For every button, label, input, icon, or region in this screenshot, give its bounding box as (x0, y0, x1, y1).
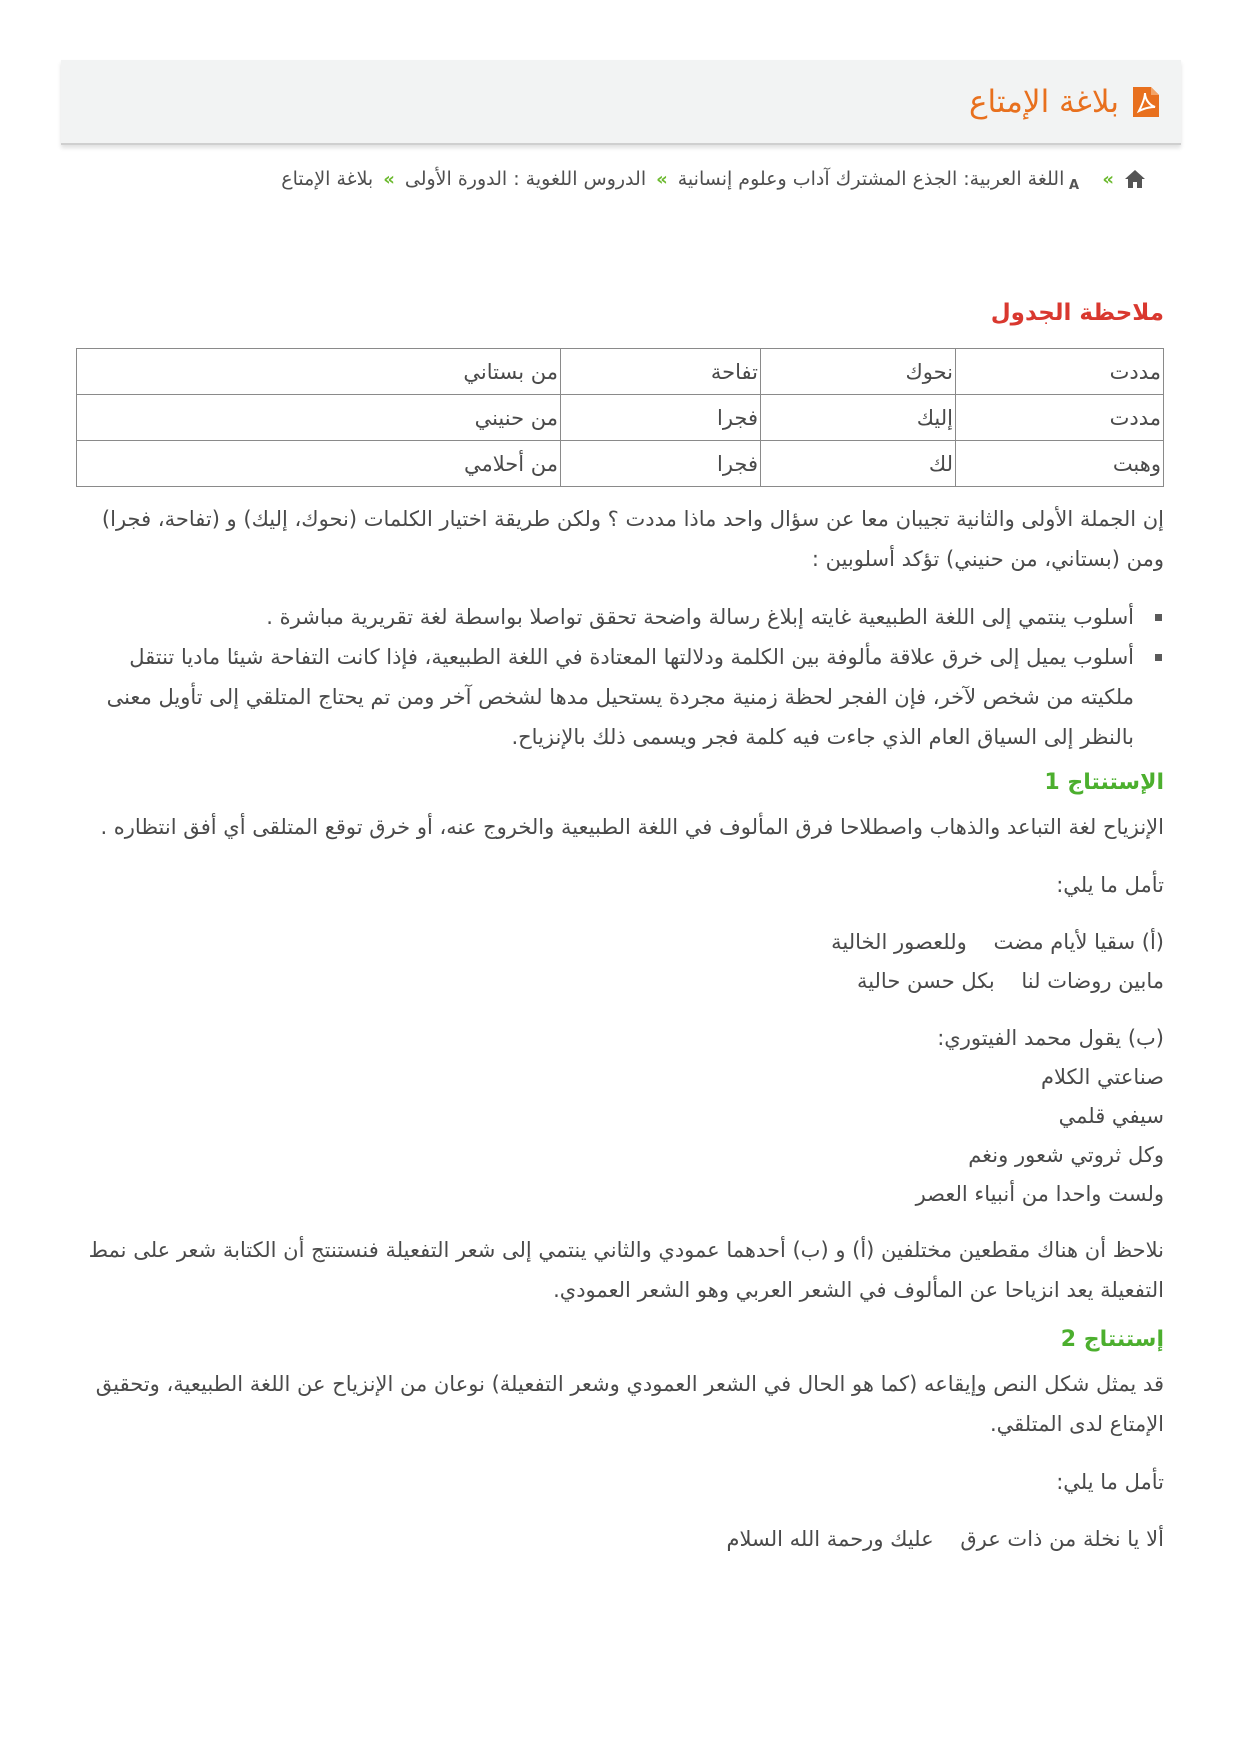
table-cell: وهبت (956, 441, 1164, 487)
table-cell: فجرا (561, 395, 761, 441)
table-cell: من حنيني (77, 395, 561, 441)
poem-line: صناعتي الكلام (1041, 1065, 1164, 1089)
lesson-content (76, 300, 1164, 1559)
breadcrumb-current: بلاغة الإمتاع (281, 168, 374, 190)
observation-table (76, 348, 1164, 487)
table-row (77, 395, 1164, 441)
style-list (76, 597, 1164, 757)
table-cell: من بستاني (77, 349, 561, 395)
table-row (77, 349, 1164, 395)
poem-line: (أ) سقيا لأيام مضت وللعصور الخالية (831, 930, 1164, 954)
svg-text:A: A (1069, 178, 1080, 190)
consider-label: تأمل ما يلي: (1056, 873, 1164, 897)
table-cell: مددت (956, 349, 1164, 395)
intro-paragraph: إن الجملة الأولى والثانية تجيبان معا عن سؤال واحد ماذا مددت ؟ ولكن طريقة اختيار الكلمات (نحوك، إليك) و (تفاحة، فجرا) ومن (بستاني، من حنيني) تؤكد أسلوبين : (101, 507, 1164, 571)
consider-label: تأمل ما يلي: (1056, 1470, 1164, 1494)
table-cell: مددت (956, 395, 1164, 441)
table-cell: إليك (761, 395, 956, 441)
translate-icon (1068, 168, 1092, 190)
list-item: أسلوب ينتمي إلى اللغة الطبيعية غايته إبلاغ رسالة واضحة تحقق تواصلا بواسطة لغة تقريرية مباشرة . (76, 597, 1134, 637)
page-header (61, 60, 1181, 145)
breadcrumb (281, 168, 1146, 190)
pdf-icon (1131, 85, 1161, 119)
section-heading-conclusion-1: الإستنتاج 1 (1044, 770, 1164, 795)
table-cell: فجرا (561, 441, 761, 487)
poem-line: ولست واحدا من أنبياء العصر (915, 1182, 1164, 1206)
conclusion-2-text: قد يمثل شكل النص وإيقاعه (كما هو الحال في الشعر العمودي وشعر التفعيلة) نوعان من الإنزياح عن اللغة الطبيعية، وتحقيق الإمتاع لدى المتلقي. (95, 1372, 1164, 1436)
section-heading-table: ملاحظة الجدول (990, 300, 1164, 326)
breadcrumb-separator: » (656, 168, 668, 190)
poem-line: وكل ثروتي شعور ونغم (968, 1143, 1164, 1167)
poem-line: سيفي قلمي (1058, 1104, 1164, 1128)
poem-line: مابين روضات لنا بكل حسن حالية (856, 969, 1164, 993)
section-heading-conclusion-2: إستنتاج 2 (1060, 1327, 1164, 1352)
breadcrumb-link-subject[interactable]: اللغة العربية: الجذع المشترك آداب وعلوم إنسانية (677, 168, 1065, 190)
table-cell: نحوك (761, 349, 956, 395)
conclusion-1-text: الإنزياح لغة التباعد والذهاب واصطلاحا فرق المألوف في اللغة الطبيعية والخروج عنه، أو خرق توقع المتلقى أي أفق انتظاره . (100, 815, 1164, 839)
home-icon[interactable] (1124, 169, 1146, 189)
table-cell: لك (761, 441, 956, 487)
list-item: أسلوب يميل إلى خرق علاقة مألوفة بين الكلمة ودلالتها المعتادة في اللغة الطبيعية، فإذا كانت التفاحة شيئا ماديا تنتقل ملكيته من شخص لآخر، فإن الفجر لحظة زمنية مجردة يستحيل مدها لشخص آخر ومن تم يحتاج المتلقي إلى تأويل معنى بالنظر إلى السياق العام الذي جاءت فيه كلمة فجر ويسمى ذلك بالإنزياح. (76, 637, 1134, 757)
poem-b (76, 1019, 1164, 1214)
final-verse: ألا يا نخلة من ذات عرق عليك ورحمة الله السلام (726, 1527, 1164, 1551)
breadcrumb-separator: » (1102, 168, 1114, 190)
poem-intro: (ب) يقول محمد الفيتوري: (937, 1026, 1164, 1050)
note-paragraph: نلاحظ أن هناك مقطعين مختلفين (أ) و (ب) أحدهما عمودي والثاني ينتمي إلى شعر التفعيلة فنستنتج أن الكتابة شعر على نمط التفعيلة يعد انزياحا عن المألوف في الشعر العربي وهو الشعر العمودي. (88, 1238, 1164, 1302)
table-cell: من أحلامي (77, 441, 561, 487)
table-row (77, 441, 1164, 487)
breadcrumb-separator: » (383, 168, 395, 190)
poem-a (76, 923, 1164, 1001)
page-title: بلاغة الإمتاع (968, 83, 1119, 120)
breadcrumb-link-lessons[interactable]: الدروس اللغوية : الدورة الأولى (404, 168, 647, 190)
table-cell: تفاحة (561, 349, 761, 395)
